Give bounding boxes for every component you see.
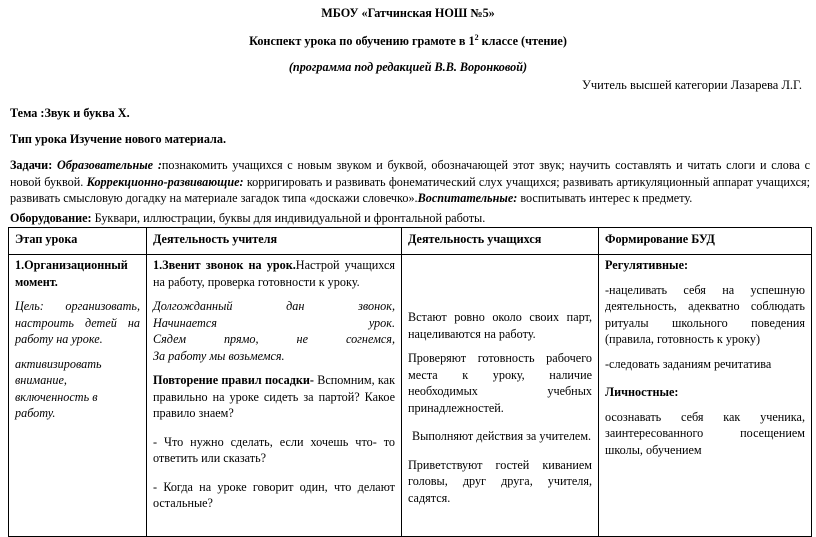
stage-goal-2: активизировать внимание, включенность в работу. [15,356,102,420]
question-1: - Что нужно сделать, если хочешь что- то ответить или сказать? [153,434,395,465]
bud-lich-1: осознавать себя как ученика, заинтересованного посещением школы, обучением [605,409,805,457]
poem-line-1: Долгожданный дан звонок, [153,299,395,313]
question-2: - Когда на уроке говорит один, что делают остальные? [153,479,395,510]
poem-line-3: Сядем прямо, не согнемся, [153,332,395,346]
students-4: Приветствуют гостей киванием головы, друг друга, учителя, садятся. [408,457,592,505]
lesson-tasks [10,157,810,207]
lesson-topic: Тема :Звук и буква Х. [10,106,130,120]
stage-cell [9,255,147,537]
equipment-label: Оборудование: [10,211,92,225]
bud-cell [599,255,812,537]
table-row [9,255,812,537]
header-students: Деятельность учащихся [402,228,599,255]
bell-paragraph [153,257,395,290]
repeat-paragraph [153,372,395,422]
header-bud: Формирование БУД [599,228,812,255]
bud-reg-title: Регулятивные: [605,258,689,272]
vosp-text: воспитывать интерес к предмету. [517,191,693,205]
stage-goal: Цель: организовать, настроить детей на работу на уроке. [15,299,140,346]
lesson-title-sup: 2 [474,33,479,42]
corr-label: Коррекционно-развивающие: [86,174,244,189]
bud-reg-1: -нацеливать себя на успешную деятельность, адекватно соблюдать ритуалы школьного поведения (правила, готовность к уроку) [605,282,805,346]
repeat-text: Вспомним, как правильно на уроке сидеть за партой? Какое правило знаем? [153,373,395,420]
bud-reg-2: -следовать заданиям речитатива [605,356,772,371]
table-header-row [9,228,812,255]
header-stage: Этап урока [9,228,147,255]
equipment [10,211,485,226]
teacher-cell [147,255,402,537]
lesson-type: Тип урока Изучение нового материала. [10,132,227,146]
bell-text: Настрой учащихся на работу, проверка готовности к уроку. [153,258,395,289]
lesson-title-suffix: классе (чтение) [478,34,567,49]
lesson-title-text: Конспект урока по обучению грамоте в 1 [249,34,475,49]
students-1: Встают ровно около своих парт, нацеливаются на работу. [408,310,592,341]
repeat-bold: Повторение правил посадки- [153,373,314,387]
edu-label: Образовательные : [57,158,162,172]
bell-bold: 1.Звенит звонок на урок. [153,258,296,272]
school-name: МБОУ «Гатчинская НОШ №5» [321,6,495,20]
teacher-name: Учитель высшей категории Лазарева Л.Г. [582,78,802,92]
tasks-label: Задачи: [10,158,53,172]
poem-line-2: Начинается урок. [153,315,395,330]
lesson-table [8,227,812,537]
edu-text: познакомить учащихся с новым звуком и буквой, обозначающей этот звук; научить составлять и читать слоги и слова с новой буквой. [10,158,810,189]
poem-line-4: За работу мы возьмемся. [153,348,285,363]
vosp-label: Воспитательные: [417,191,518,205]
equipment-text: Буквари, иллюстрации, буквы для индивидуальной и фронтальной работы. [91,211,486,225]
program-note: (программа под редакцией В.В. Воронковой) [288,60,528,74]
stage-title: 1.Организационный момент. [15,258,128,289]
header-teacher: Деятельность учителя [147,228,402,255]
corr-text: корригировать и развивать фонематический слух учащихся; развивать артикуляционный аппарат учащихся; развивать смысловую догадку на материале загадок типа «доскажи словечко». [10,174,811,205]
students-3: Выполняют действия за учителем. [412,429,592,443]
lesson-title [0,33,816,49]
bud-lich-title: Личностные: [605,385,679,399]
students-2: Проверяют готовность рабочего места к уроку, наличие необходимых учебных принадлежностей. [408,351,592,415]
students-cell [402,255,599,537]
